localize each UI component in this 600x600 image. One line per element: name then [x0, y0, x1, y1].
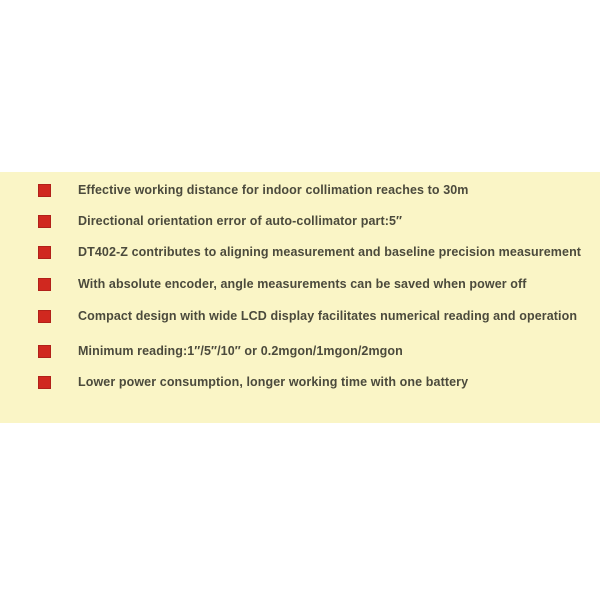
- bottom-margin: [0, 423, 600, 600]
- list-item: [38, 215, 580, 228]
- list-item: [38, 310, 580, 323]
- feature-text: Compact design with wide LCD display facilitates numerical reading and operation: [78, 309, 578, 323]
- feature-text: With absolute encoder, angle measurements can be saved when power off: [78, 277, 527, 291]
- list-item: [38, 184, 580, 197]
- list-item: [38, 345, 580, 358]
- feature-text: Directional orientation error of auto-collimator part:5″: [78, 214, 403, 228]
- feature-list: [0, 184, 600, 389]
- list-item: [38, 376, 580, 389]
- red-square-bullet-icon: [38, 310, 51, 323]
- red-square-bullet-icon: [38, 376, 51, 389]
- feature-text: DT402-Z contributes to aligning measurement and baseline precision measurement: [78, 245, 582, 259]
- red-square-bullet-icon: [38, 246, 51, 259]
- feature-panel: [0, 172, 600, 423]
- top-margin: [0, 0, 600, 172]
- list-item: [38, 246, 580, 259]
- list-item: [38, 278, 580, 291]
- feature-text: Effective working distance for indoor collimation reaches to 30m: [78, 183, 469, 197]
- red-square-bullet-icon: [38, 345, 51, 358]
- feature-text: Lower power consumption, longer working time with one battery: [78, 375, 469, 389]
- red-square-bullet-icon: [38, 215, 51, 228]
- feature-text: Minimum reading:1″/5″/10″ or 0.2mgon/1mgon/2mgon: [78, 344, 403, 358]
- red-square-bullet-icon: [38, 184, 51, 197]
- red-square-bullet-icon: [38, 278, 51, 291]
